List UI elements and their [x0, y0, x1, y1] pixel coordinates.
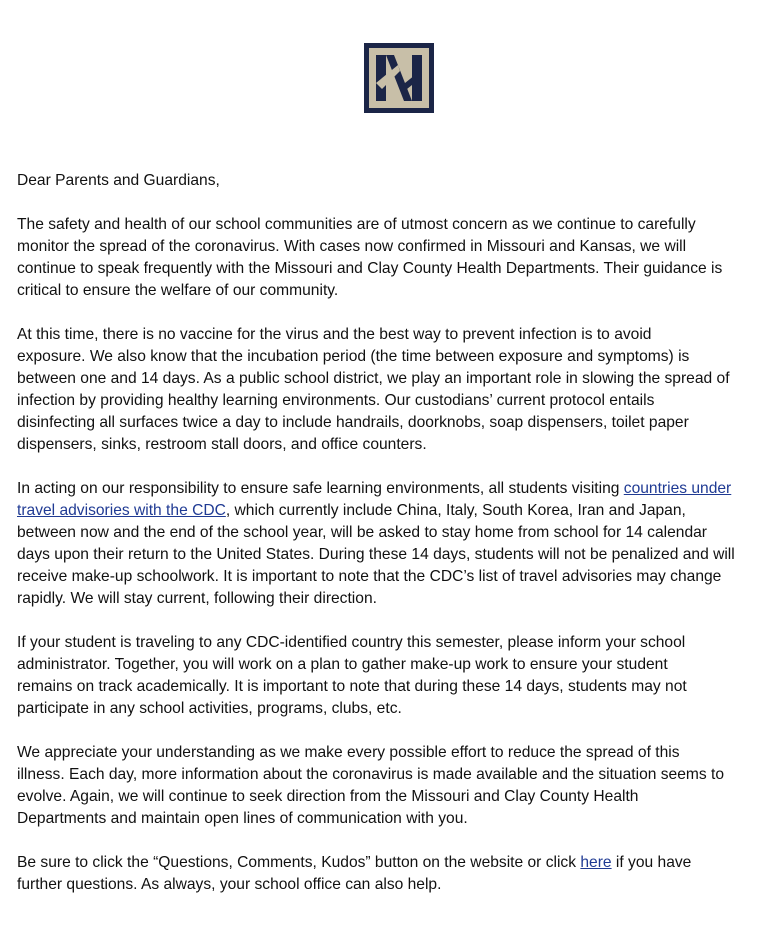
cdc-advisories-link-part1[interactable]: countries under: [623, 480, 732, 497]
here-link[interactable]: here: [580, 854, 612, 871]
paragraph-2: At this time, there is no vaccine for the virus and the best way to prevent infection is to avoid exposure. We also know that the incubation period (the time between exposure and symptoms) is between one and 14 days. As a public school district, we play an important role in slowing the spread of infection by providing healthy learning environments. Our custodians’ current protocol entails disinfecting all surfaces twice a day to include handrails, doorknobs, soap dispensers, toilet paper dispensers, sinks, restroom stall doors, and office counters.: [17, 326, 730, 453]
letter-body: [17, 170, 776, 918]
salutation: Dear Parents and Guardians,: [17, 172, 220, 189]
paragraph-3: In acting on our responsibility to ensure safe learning environments, all students visiting countries under travel advisories with the CDC, which currently include China, Italy, South Korea, Iran and Japan, between now and the end of the school year, will be asked to stay home from school for 14 calendar days upon their return to the United States. During these 14 days, students will not be penalized and will receive make-up schoolwork. It is important to note that the CDC’s list of travel advisories may change rapidly. We will stay current, following their direction.: [17, 480, 735, 607]
paragraph-4: If your student is traveling to any CDC-identified country this semester, please inform your school administrator. Together, you will work on a plan to gather make-up work to ensure your student remains on track academically. It is important to note that during these 14 days, students may not participate in any school activities, programs, clubs, etc.: [17, 634, 687, 717]
paragraph-6: Be sure to click the “Questions, Comments, Kudos” button on the website or click here if you have further questions. As always, your school office can also help.: [17, 854, 692, 893]
cdc-advisories-link-part2[interactable]: travel advisories with the CDC: [17, 502, 226, 519]
district-logo-icon: [364, 43, 434, 113]
paragraph-5: We appreciate your understanding as we make every possible effort to reduce the spread of this illness. Each day, more information about the coronavirus is made available and the situation seems to evolve. Again, we will continue to seek direction from the Missouri and Clay County Health Departments and maintain open lines of communication with you.: [17, 744, 725, 827]
paragraph-1: The safety and health of our school communities are of utmost concern as we continue to carefully monitor the spread of the coronavirus. With cases now confirmed in Missouri and Kansas, we will continue to speak frequently with the Missouri and Clay County Health Departments. Their guidance is critical to ensure the welfare of our community.: [17, 216, 723, 299]
